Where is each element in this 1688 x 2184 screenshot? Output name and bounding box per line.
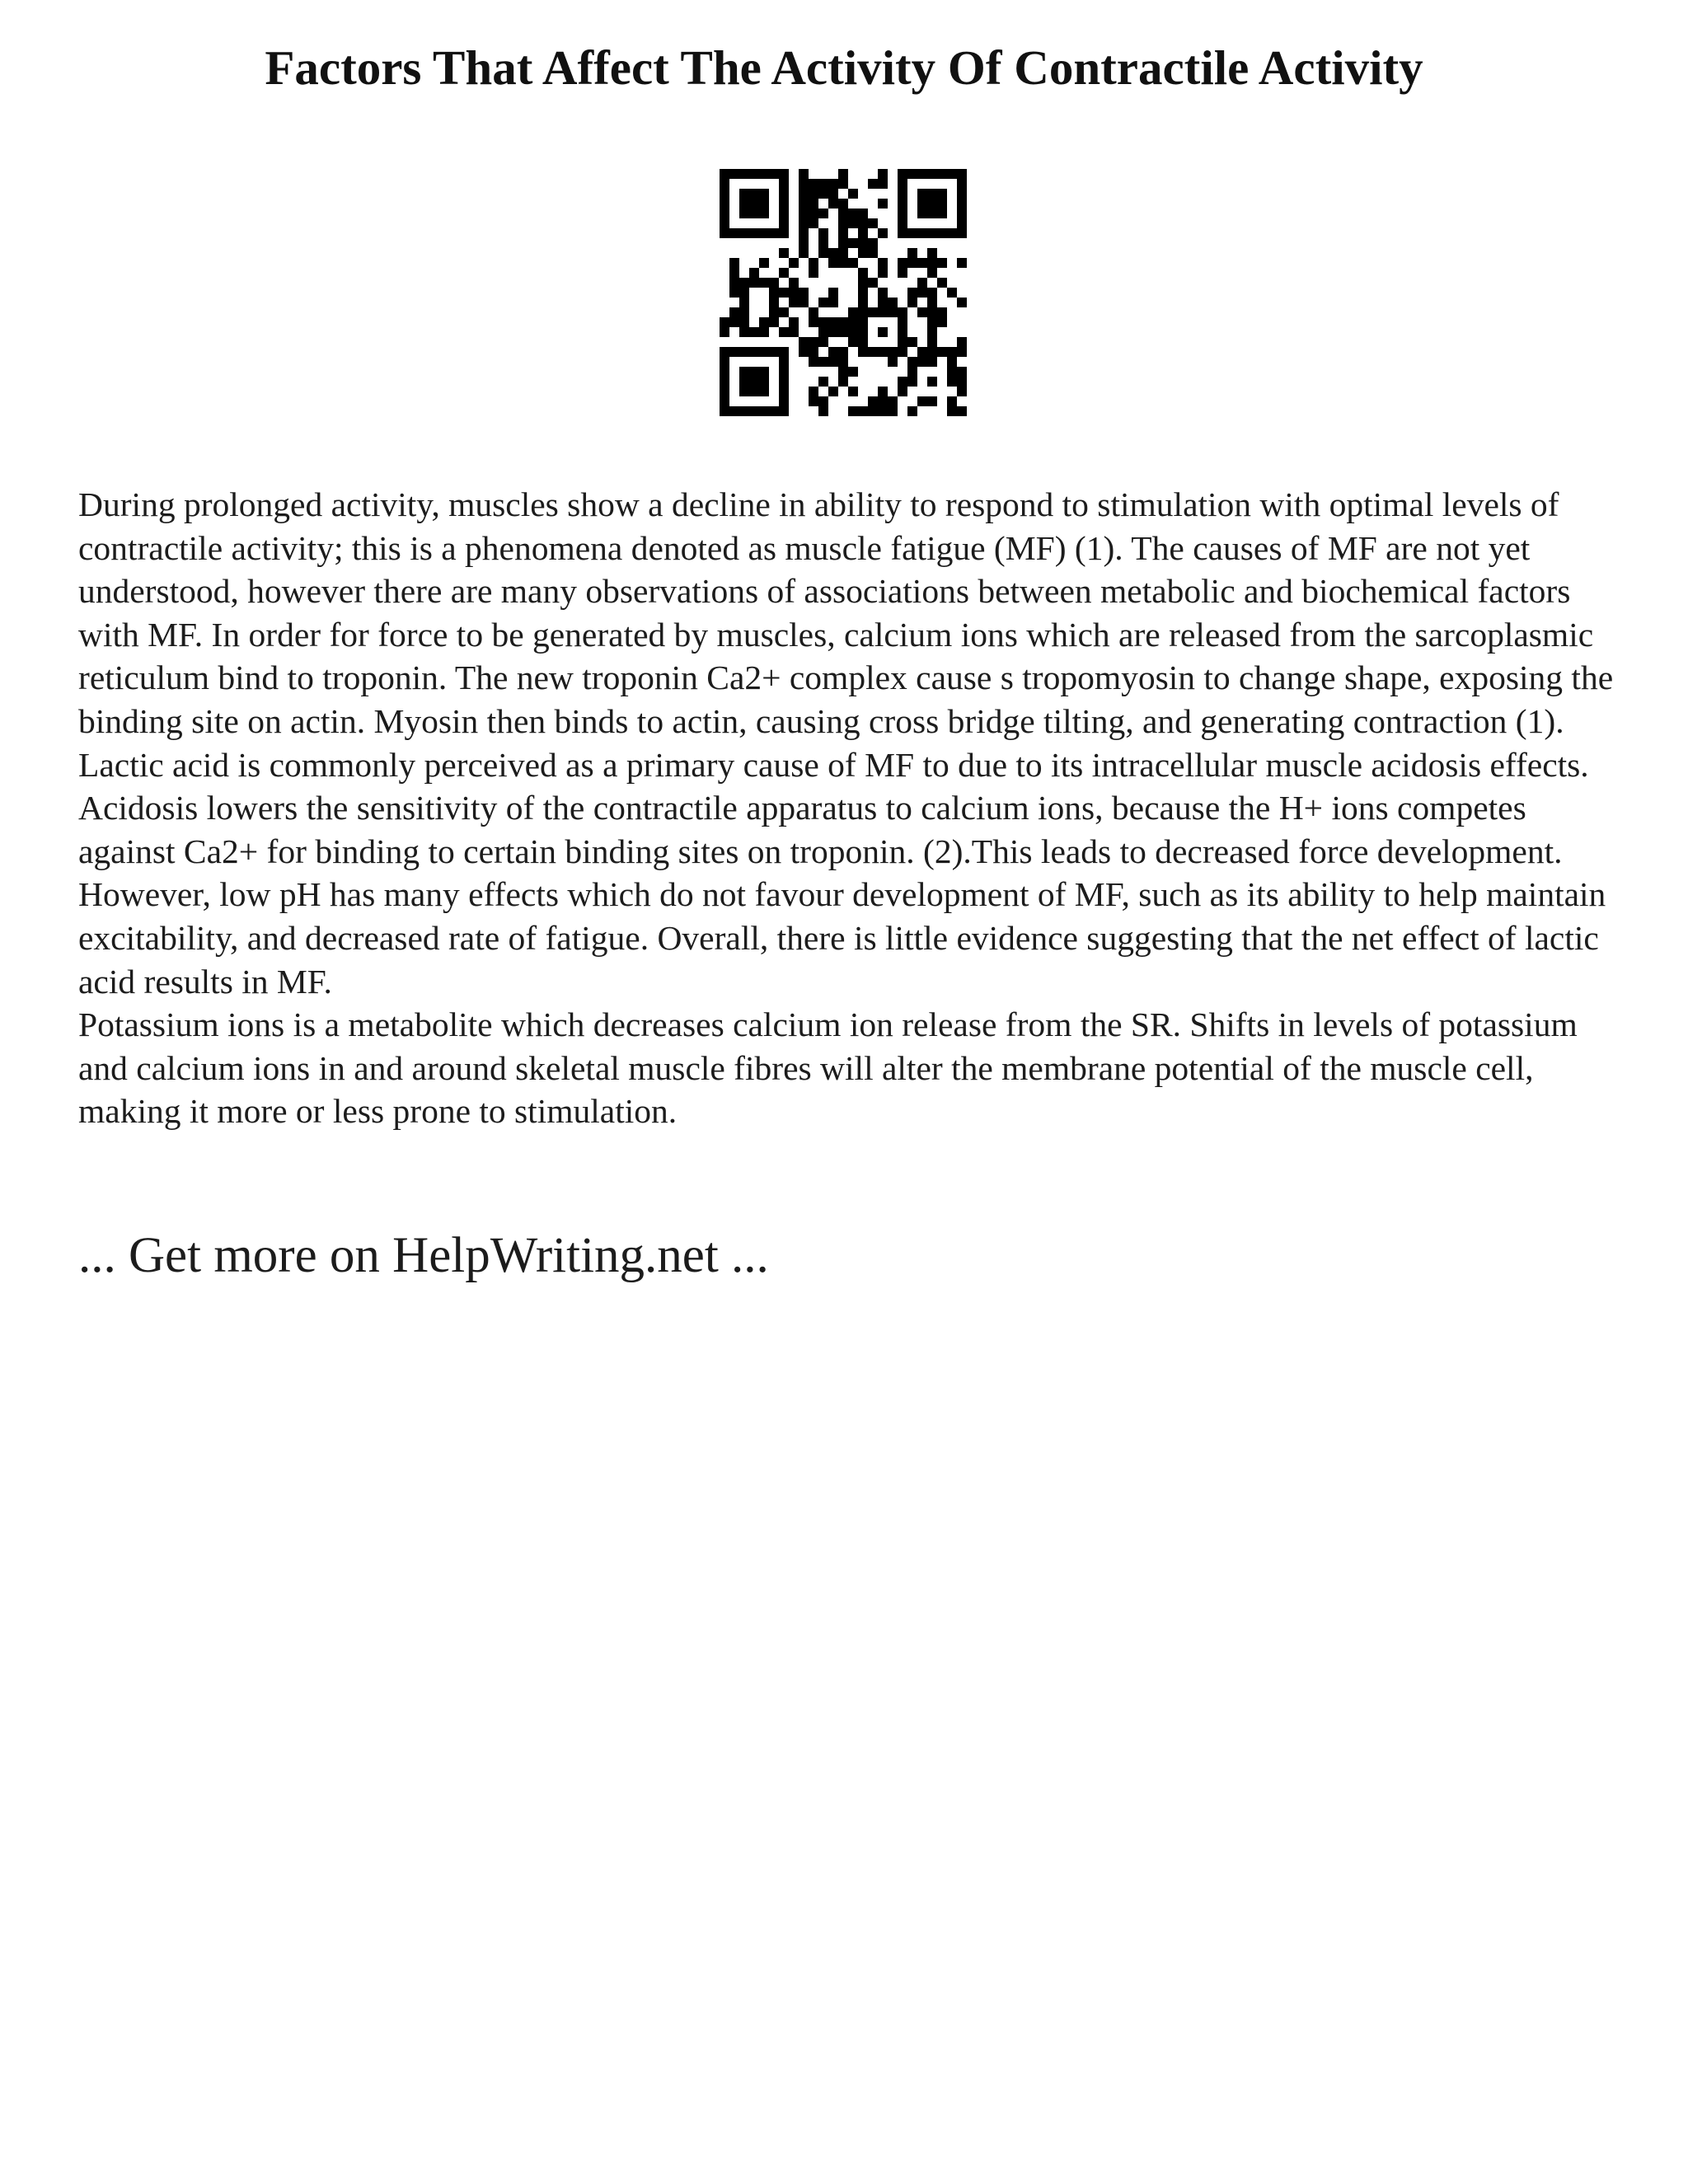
paragraph: During prolonged activity, muscles show a decline in ability to respond to stimulation with optimal levels of contractile activity; this is a phenomena denoted as muscle fatigue (MF) (1). The causes of MF are not yet understood, however there are many observations of associations between metabolic and biochemical factors with MF. In order for force to be generated by muscles, calcium ions which are released from the sarcoplasmic reticulum bind to troponin. The new troponin Ca2+ complex cause s tropomyosin to change shape, exposing the binding site on actin. Myosin then binds to actin, causing cross bridge tilting, and generating contraction (1).: [78, 485, 1614, 740]
get-more-link[interactable]: ... Get more on HelpWriting.net ...: [78, 1228, 769, 1283]
paragraph: Lactic acid is commonly perceived as a primary cause of MF to due to its intracellular muscle acidosis effects. Acidosis lowers the sensitivity of the contractile apparatus to calcium ions, because the H+ ions competes against Ca2+ for binding to certain binding sites on troponin. (2).This leads to decreased force development. However, low pH has many effects which do not favour development of MF, such as its ability to help maintain excitability, and decreased rate of fatigue. Overall, there is little evidence suggesting that the net effect of lactic acid results in MF.: [78, 745, 1606, 1001]
article-body: [78, 483, 1628, 1133]
qr-code-icon: [720, 169, 967, 416]
paragraph: Potassium ions is a metabolite which decreases calcium ion release from the SR. Shifts in levels of potassium and calcium ions in and around skeletal muscle fibres will alter the membrane potential of the muscle cell, making it more or less prone to stimulation.: [78, 1005, 1578, 1131]
page-title: Factors That Affect The Activity Of Contractile Activity: [265, 40, 1423, 95]
